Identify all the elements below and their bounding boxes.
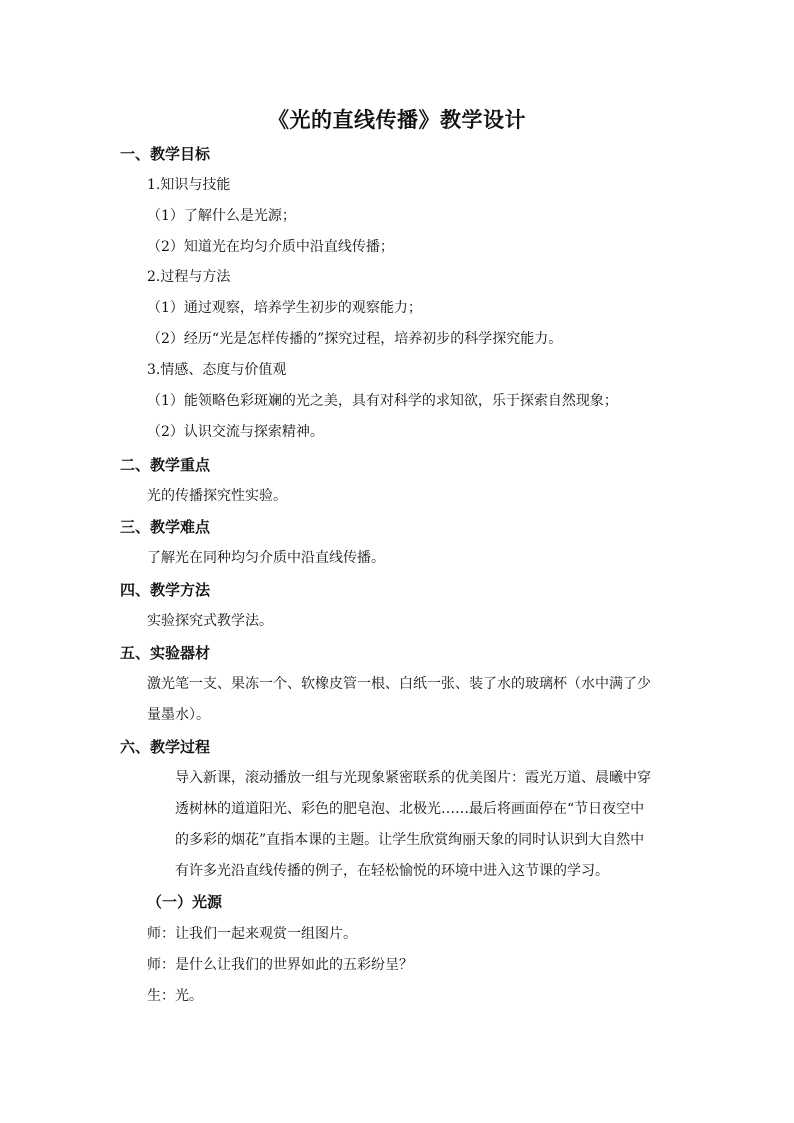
- objective-process-2: （2）经历“光是怎样传播的”探究过程，培养初步的科学探究能力。: [147, 331, 563, 347]
- objective-values: 3.情感、态度与价值观: [147, 362, 287, 378]
- dialogue-line-student-1: 生：光。: [147, 988, 203, 1004]
- intro-paragraph-line3: 的多彩的烟花”直指本课的主题。让学生欣赏绚丽天象的同时认识到大自然中: [175, 832, 645, 848]
- equipment-text-line1: 激光笔一支、果冻一个、软橡皮管一根、白纸一张、装了水的玻璃杯（水中满了少: [147, 676, 651, 692]
- objective-process-1: （1）通过观察，培养学生初步的观察能力；: [147, 300, 422, 316]
- section-heading-equipment: 五、实验器材: [120, 644, 211, 662]
- methods-text: 实验探究式教学法。: [147, 613, 273, 629]
- intro-paragraph-line2: 透树林的道道阳光、彩色的肥皂泡、北极光……最后将画面停在“节日夜空中: [175, 801, 645, 817]
- objective-knowledge-1: （1）了解什么是光源；: [147, 208, 296, 224]
- document-title: 《光的直线传播》教学设计: [268, 107, 526, 132]
- section-heading-methods: 四、教学方法: [120, 581, 211, 599]
- section-heading-key-points: 二、教学重点: [120, 456, 211, 474]
- objective-knowledge: 1.知识与技能: [147, 177, 231, 193]
- intro-paragraph-line1: 导入新课，滚动播放一组与光现象紧密联系的优美图片：霞光万道、晨曦中穿: [175, 770, 651, 786]
- section-heading-objectives: 一、教学目标: [120, 145, 211, 163]
- equipment-text-line2: 量墨水）。: [147, 707, 210, 723]
- intro-paragraph-line4: 有许多光沿直线传播的例子，在轻松愉悦的环境中进入这节课的学习。: [175, 863, 609, 879]
- key-points-text: 光的传播探究性实验。: [147, 488, 287, 504]
- dialogue-line-teacher-1: 师：让我们一起来观赏一组图片。: [147, 926, 357, 942]
- difficulties-text: 了解光在同种均匀介质中沿直线传播。: [147, 550, 385, 566]
- objective-values-1: （1）能领略色彩斑斓的光之美，具有对科学的求知欲，乐于探索自然现象；: [147, 393, 618, 409]
- dialogue-line-teacher-2: 师：是什么让我们的世界如此的五彩纷呈？: [147, 957, 413, 973]
- subsection-heading-light-source: （一）光源: [147, 893, 223, 911]
- objective-knowledge-2: （2）知道光在均匀介质中沿直线传播；: [147, 239, 394, 255]
- section-heading-process: 六、教学过程: [120, 738, 211, 756]
- objective-values-2: （2）认识交流与探索精神。: [147, 424, 324, 440]
- objective-process: 2.过程与方法: [147, 269, 231, 285]
- section-heading-difficulties: 三、教学难点: [120, 518, 211, 536]
